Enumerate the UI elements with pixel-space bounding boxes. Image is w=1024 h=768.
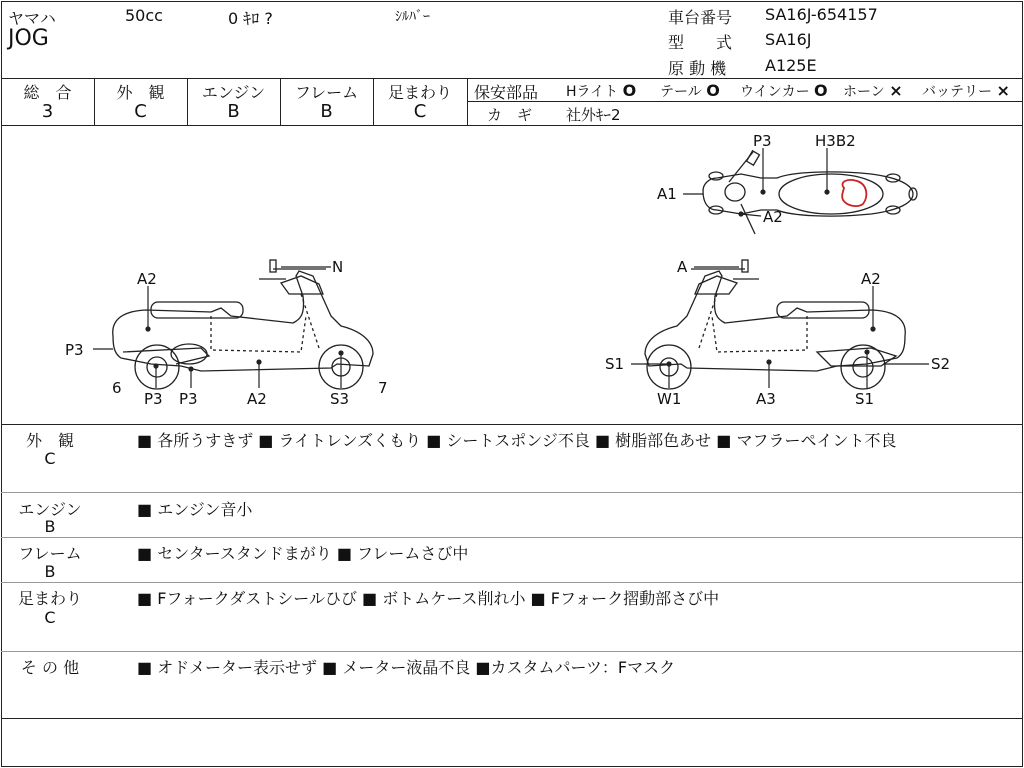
type-value: SA16J: [765, 30, 812, 49]
note-grade: C: [44, 608, 56, 627]
frame-no-label: 車台番号: [668, 8, 733, 27]
status-mark: O: [706, 81, 720, 100]
overall-label: 総 合: [23, 83, 72, 102]
diagram-label: A2: [247, 390, 267, 408]
divider: [1, 537, 1022, 538]
scooter-diagram: [1, 126, 1022, 424]
status-mark: ×: [889, 81, 903, 100]
frame-rating-label: フレーム: [294, 83, 359, 102]
exterior-grade: C: [134, 101, 147, 122]
maker: ヤマハ: [8, 9, 56, 28]
key-value: 社外ｷｰ2: [566, 106, 621, 124]
diagram-label: S2: [931, 355, 951, 373]
diagram-label: N: [332, 258, 344, 276]
suspension-label: 足まわり: [387, 83, 452, 102]
diagram-label: W1: [657, 390, 682, 408]
divider: [1, 582, 1022, 583]
safety-item-winker: ウインカー O: [740, 81, 828, 100]
diagram-label: P3: [179, 390, 198, 408]
divider: [1, 651, 1022, 652]
overall-grade: 3: [41, 101, 54, 122]
note-label: 外 観: [25, 431, 74, 450]
key-label: カ ギ: [487, 106, 533, 124]
diagram-label: P3: [144, 390, 163, 408]
diagram-label: S1: [855, 390, 875, 408]
divider: [1, 492, 1022, 493]
diagram-label: S3: [330, 390, 350, 408]
diagram-label: S1: [605, 355, 625, 373]
note-label: そ の 他: [20, 658, 80, 677]
note-text: ■ エンジン音小: [137, 500, 253, 519]
note-text: ■ 各所うすきず ■ ライトレンズくもり ■ シートスポンジ不良 ■ 樹脂部色あせ ■ マフラーペイント不良: [137, 431, 897, 450]
diagram-label: P3: [753, 132, 772, 150]
damage-mark: [842, 180, 866, 206]
diagram-label: A2: [763, 208, 783, 226]
engine-rating-label: エンジン: [201, 83, 266, 102]
frame-no: SA16J-654157: [765, 5, 878, 24]
safety-item-headlight: Hライト O: [566, 81, 637, 100]
status-mark: O: [622, 81, 637, 100]
divider: [1, 424, 1022, 425]
diagram-label: P3: [65, 341, 84, 359]
scooter-top-view: [703, 151, 917, 234]
note-grade: B: [44, 517, 56, 536]
suspension-grade: C: [413, 101, 427, 122]
safety-item-horn: ホーン ×: [843, 81, 903, 100]
engine-value: A125E: [765, 56, 817, 75]
divider: [1, 78, 1022, 79]
note-label: フレーム: [18, 544, 82, 563]
status-mark: O: [814, 81, 828, 100]
color: ｼﾙﾊﾞｰ: [395, 9, 430, 25]
exterior-label: 外 観: [116, 83, 165, 102]
frame-grade: B: [320, 101, 333, 122]
safety-item-tail: テール O: [660, 81, 720, 100]
note-label: 足まわり: [17, 589, 82, 608]
diagram-label: A2: [861, 270, 881, 288]
engine-label: 原 動 機: [668, 59, 727, 78]
divider: [1, 718, 1022, 719]
diagram-label: 6: [112, 379, 122, 397]
diagram-label: A2: [137, 270, 157, 288]
diagram-label: A: [677, 258, 688, 276]
safety-item-battery: バッテリー ×: [922, 81, 1010, 100]
note-label: エンジン: [18, 500, 82, 519]
divider: [468, 101, 1022, 102]
note-text: ■ センタースタンドまがり ■ フレームさび中: [137, 544, 469, 563]
note-grade: B: [44, 562, 56, 581]
note-text: ■ Fフォークダストシールひび ■ ボトムケース削れ小 ■ Fフォーク摺動部さび中: [137, 589, 720, 608]
note-grade: C: [44, 449, 56, 468]
safety-label: 保安部品: [474, 83, 539, 102]
note-text: ■ オドメーター表示せず ■ メーター液晶不良 ■カスタムパーツ：Fマスク: [137, 658, 676, 677]
divider: [467, 78, 468, 125]
diagram-label: A3: [756, 390, 776, 408]
mileage: 0 ｷﾛ ?: [228, 9, 273, 28]
diagram-label: A1: [657, 185, 677, 203]
displacement: 50cc: [125, 6, 163, 25]
status-mark: ×: [996, 81, 1010, 100]
engine-grade: B: [227, 101, 240, 122]
type-label: 型 式: [668, 33, 733, 52]
diagram-label: H3B2: [815, 132, 856, 150]
diagram-label: 7: [378, 379, 388, 397]
model-name: JOG: [8, 26, 49, 51]
